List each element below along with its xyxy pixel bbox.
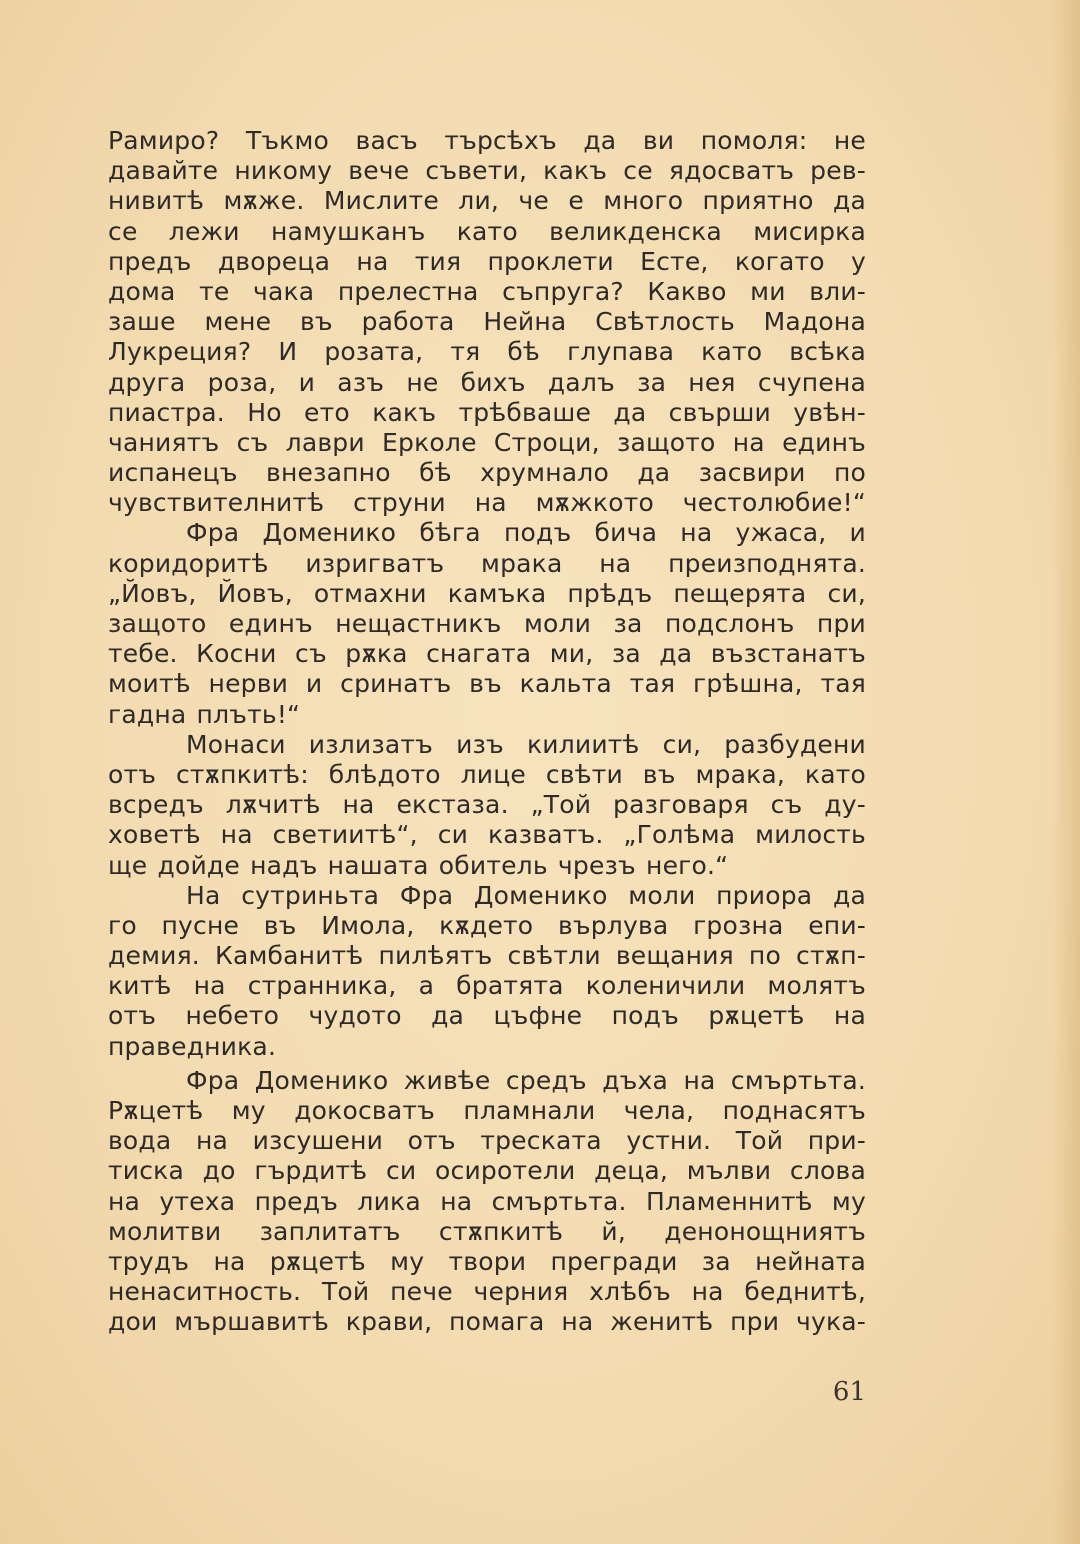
text-line: Монаси излизатъ изъ килиитѣ си, разбудени bbox=[186, 729, 866, 759]
text-line: заше мене въ работа Нейна Свѣтлость Мадона bbox=[108, 307, 866, 337]
text-line: моитѣ нерви и сринатъ въ кальта тая грѣшна, тая bbox=[108, 669, 866, 699]
text-line: пиастра. Но ето какъ трѣбваше да свърши увѣн- bbox=[108, 397, 866, 427]
body-text bbox=[108, 126, 866, 1338]
text-line: Лукреция? И розата, тя бѣ глупава като всѣка bbox=[108, 337, 866, 367]
text-line: На сутриньта Фра Доменико моли приора да bbox=[186, 880, 866, 910]
text-line: китѣ на странника, а братята коленичили молятъ bbox=[108, 971, 866, 1001]
text-line: нивитѣ мѫже. Мислите ли, че е много приятно да bbox=[108, 186, 866, 216]
text-line: „Йовъ, Йовъ, отмахни камъка прѣдъ пещерята си, bbox=[108, 578, 866, 608]
text-line: дома те чака прелестна съпруга? Какво ми вли- bbox=[108, 276, 866, 306]
text-line: предъ двореца на тия проклети Есте, когато у bbox=[108, 246, 866, 276]
paragraph-3 bbox=[108, 730, 866, 881]
text-line: тиска до гърдитѣ си осиротели деца, мълви слова bbox=[108, 1156, 866, 1186]
text-line: на утеха предъ лика на смъртьта. Пламеннитѣ му bbox=[108, 1186, 866, 1216]
text-line: молитви заплитатъ стѫпкитѣ й, денонощниятъ bbox=[108, 1216, 866, 1246]
text-line: вода на изсушени отъ треската устни. Той при- bbox=[108, 1126, 866, 1156]
text-line: Фра Доменико бѣга подъ бича на ужаса, и bbox=[186, 518, 866, 548]
text-line: отъ небето чудото да цъфне подъ рѫцетѣ на bbox=[108, 1001, 866, 1031]
text-line: ненаситность. Той пече черния хлѣбъ на беднитѣ, bbox=[108, 1277, 866, 1307]
text-line: друга роза, и азъ не бихъ далъ за нея счупена bbox=[108, 367, 866, 397]
text-line: Фра Доменико живѣе средъ дъха на смъртьта. bbox=[186, 1065, 866, 1095]
text-line: защото единъ нещастникъ моли за подслонъ при bbox=[108, 609, 866, 638]
text-line: гадна плъть!“ bbox=[108, 699, 301, 729]
text-line: отъ стѫпкитѣ: блѣдото лице свѣти въ мрака, като bbox=[108, 759, 866, 789]
text-line: праведника. bbox=[108, 1031, 277, 1061]
paragraph-2 bbox=[108, 518, 866, 729]
text-line: тебе. Косни съ рѫка снагата ми, за да възстанатъ bbox=[108, 639, 866, 669]
text-line: дои мършавитѣ крави, помага на женитѣ при чука- bbox=[108, 1307, 866, 1337]
text-line: коридоритѣ изригватъ мрака на преизподнята. bbox=[108, 548, 866, 578]
paragraph-5 bbox=[108, 1066, 866, 1338]
text-line: испанецъ внезапно бѣ хрумнало да засвири по bbox=[108, 458, 866, 488]
page-number: 61 bbox=[832, 1377, 866, 1407]
paragraph-1 bbox=[108, 126, 866, 518]
text-line: ховетѣ на светиитѣ“, си казватъ. „Голѣма милость bbox=[108, 820, 866, 850]
text-line: чаниятъ съ лаври Ерколе Строци, защото на единъ bbox=[108, 427, 866, 457]
text-line: ще дойде надъ нашата обитель чрезъ него.“ bbox=[108, 850, 729, 880]
paragraph-4 bbox=[108, 881, 866, 1062]
text-line: го пусне въ Имола, кѫдето върлува грозна епи- bbox=[108, 910, 866, 940]
text-line: Рамиро? Тъкмо васъ търсѣхъ да ви помоля: не bbox=[108, 126, 866, 155]
text-line: трудъ на рѫцетѣ му твори прегради за нейната bbox=[108, 1246, 866, 1276]
text-line: всредъ лѫчитѣ на екстаза. „Той разговаря съ ду- bbox=[108, 790, 866, 820]
text-line: демия. Камбанитѣ пилѣятъ свѣтли вещания по стѫп- bbox=[108, 941, 866, 971]
text-line: давайте никому вече съвети, какъ се ядосватъ рев- bbox=[108, 156, 866, 186]
text-line: се лежи намушканъ като великденска мисирка bbox=[108, 216, 866, 246]
text-line: Рѫцетѣ му докосватъ пламнали чела, поднасятъ bbox=[108, 1096, 866, 1125]
text-line: чувствителнитѣ струни на мѫжкото честолюбие!“ bbox=[108, 488, 866, 518]
page-edge-shadow bbox=[1052, 0, 1080, 1544]
